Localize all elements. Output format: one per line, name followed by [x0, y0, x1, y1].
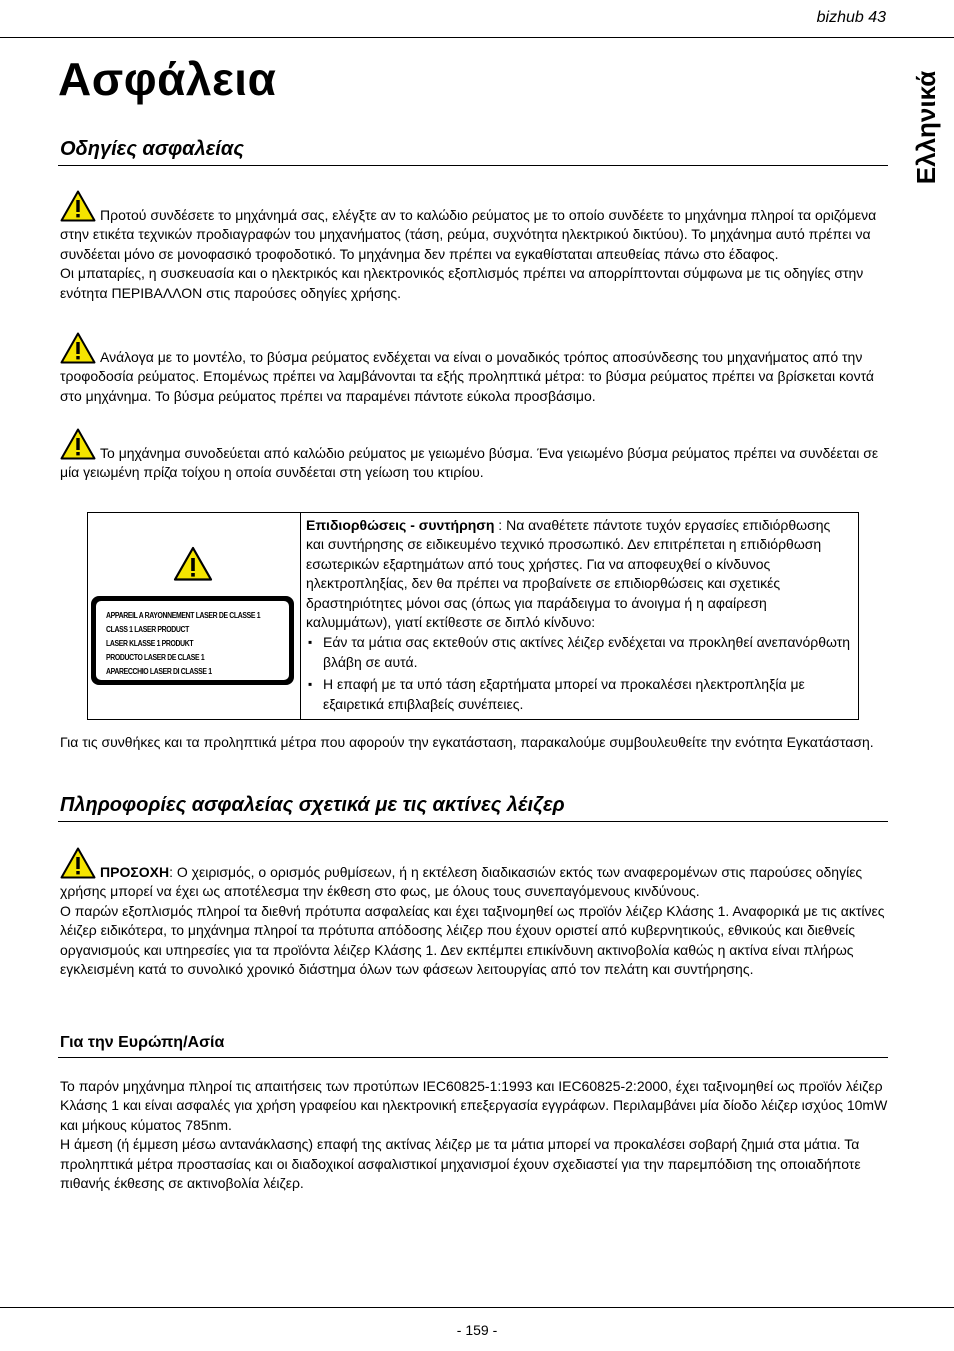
section-rule: [58, 1057, 888, 1058]
warning-triangle-icon: [60, 190, 96, 222]
list-item: ▪ Η επαφή με τα υπό τάση εξαρτήματα μπορεί να προκαλέσει ηλεκτροπληξία με εξαιρετικά επιβλαβείς συνέπειες.: [306, 675, 852, 714]
warning-text-grounded-plug: Το μηχάνημα συνοδεύεται από καλώδιο ρεύματος με γειωμένο βύσμα. Ένα γειωμένο βύσμα ρεύματος πρέπει να συνδέεται σε μία γειωμένη πρίζα τοίχου η οποία συνδέεται στη γείωση του κτιρίου.: [60, 445, 879, 481]
page-number: - 159 -: [456, 1322, 498, 1338]
language-side-tab: [912, 60, 942, 195]
page-title: Ασφάλεια: [58, 53, 277, 105]
footer-rule: [0, 1307, 954, 1308]
list-item: ▪ Εάν τα μάτια σας εκτεθούν στις ακτίνες λέιζερ ενδέχεται να προκληθεί ανεπανόρθωτη βλάβη σε αυτά.: [306, 633, 852, 672]
laser-label-line: LASER KLASSE 1 PRODUKT: [106, 639, 194, 648]
installation-note: Για τις συνθήκες και τα προληπτικά μέτρα που αφορούν την εγκατάσταση, παρακαλούμε συμβουλευθείτε την ενότητα Εγκατάσταση.: [60, 734, 874, 750]
warning-block-plug-disconnect: [60, 332, 888, 406]
laser-label-line: CLASS 1 LASER PRODUCT: [106, 625, 189, 634]
warning-text-plug-disconnect: Ανάλογα με το μοντέλο, το βύσμα ρεύματος ενδέχεται να είναι ο μοναδικός τρόπος αποσύνδεσης του μηχανήματος από την τροφοδοσία ρεύματος. Επομένως πρέπει να λαμβάνονται τα εξής προληπτικά μέτρα: το βύσμα ρεύματος πρέπει να βρίσκεται κοντά στο μηχάνημα. Το βύσμα ρεύματος πρέπει να παραμένει πάντοτε εύκολα προσβάσιμο.: [60, 349, 875, 404]
section-heading-safety-instructions: Οδηγίες ασφαλείας: [60, 138, 244, 160]
europe-asia-paragraph-standards: Το παρόν μηχάνημα πληροί τις απαιτήσεις των προτύπων IEC60825-1:1993 και IEC60825-2:2000, έχει ταξινομηθεί ως προϊόν λέιζερ Κλάσης 1 και είναι ασφαλές για χρήση γραφείου και ηλεκτρονική επεξεργασία εγγράφων. Περιλαμβάνει μία δίοδο λέιζερ ισχύος 10mW και μήκους κύματος 785nm.: [60, 1078, 888, 1133]
laser-label-line: APARECCHIO LASER DI CLASSE 1: [106, 667, 212, 676]
disposal-text: Οι μπαταρίες, η συσκευασία και ο ηλεκτρικός και ηλεκτρονικός εξοπλισμός πρέπει να απορρίπτονται σύμφωνα με τις οδηγίες στην ενότητα ΠΕΡΙΒΑΛΛΟΝ στις παρούσες οδηγίες χρήσης.: [60, 265, 864, 301]
maintenance-text-cell: [301, 513, 858, 719]
warning-block-grounded-plug: [60, 428, 888, 483]
section-rule: [58, 821, 888, 822]
warning-block-power-cable: [60, 190, 888, 303]
header-rule: [0, 37, 954, 38]
laser-caution-block: [60, 847, 888, 979]
laser-class-label: [91, 596, 294, 685]
warning-triangle-icon: [60, 332, 96, 364]
caution-label: ΠΡΟΣΟΧΗ: [100, 864, 170, 880]
warning-text-power-cable: Προτού συνδέσετε το μηχάνημά σας, ελέγξτε αν το καλώδιο ρεύματος με το οποίο συνδέετε το μηχάνημα πληροί τα οριζόμενα στην ετικέτα τεχνικών προδιαγραφών του μηχανήματος (τάση, ρεύμα, συχνότητα ηλεκτρικού δικτύου). Το μηχάνημα αυτό πρέπει να συνδέεται μόνο σε μονοφασικό τροφοδοτικό. Το μηχάνημα δεν πρέπει να εγκαθίσταται απευθείας πάνω στο έδαφος.: [60, 207, 877, 262]
laser-class-paragraph: Ο παρών εξοπλισμός πληροί τα διεθνή πρότυπα ασφαλείας και έχει ταξινομηθεί ως προϊόν λέιζερ Κλάσης 1. Αναφορικά με τις ακτίνες λέιζερ ειδικότερα, το μηχάνημα πληροί τα πρότυπα απόδοσης λέιζερ που έχουν οριστεί από κυβερνητικούς, εθνικούς και διεθνείς οργανισμούς και υπηρεσίες για τα προϊόντα λέιζερ Κλάσης 1. Δεν εκπέμπει επικίνδυνη ακτινοβολία καθώς η ακτίνα είναι πλήρως εγκλεισμένη κατά το συνολικό χρονικό διάστημα όλων των φάσεων λειτουργίας από τον πελάτη και συντήρησης.: [60, 902, 885, 978]
laser-label-line: APPAREIL A RAYONNEMENT LASER DE CLASSE 1: [106, 611, 261, 620]
section-heading-laser-safety: Πληροφορίες ασφαλείας σχετικά με τις ακτίνες λέιζερ: [60, 794, 565, 816]
laser-label-cell: [88, 513, 301, 719]
section-heading-europe-asia: Για την Ευρώπη/Ασία: [60, 1034, 225, 1051]
laser-label-line: PRODUCTO LASER DE CLASE 1: [106, 653, 205, 662]
maintenance-title: Επιδιορθώσεις - συντήρηση: [306, 517, 495, 533]
caution-text: : Ο χειρισμός, ο ορισμός ρυθμίσεων, ή η εκτέλεση διαδικασιών εκτός των αναφερομένων στις παρούσες οδηγίες χρήσης μπορεί να έχει ως αποτέλεσμα την έκθεση στο φως, με όλους τους συνεπαγόμενους κινδύνους.: [60, 864, 863, 900]
europe-asia-paragraph-eye-hazard: Η άμεση (ή έμμεση μέσω αντανάκλασης) επαφή της ακτίνας λέιζερ με τα μάτια μπορεί να προκαλέσει σοβαρή ζημιά στα μάτια. Τα προληπτικά μέτρα προστασίας και οι διαδοχικοί ασφαλιστικοί μηχανισμοί έχουν σχεδιαστεί για την παρεμπόδιση της οποιαδήποτε πιθανής έκθεσης σε ακτινοβολία λέιζερ.: [60, 1136, 861, 1192]
language-side-tab-label: Ελληνικά: [911, 70, 942, 185]
maintenance-text: : Να αναθέτετε πάντοτε τυχόν εργασίες επιδιόρθωσης και συντήρησης σε ειδικευμένο τεχνικό προσωπικό. Δεν επιτρέπεται η επιδιόρθωση εσωτερικών εξαρτημάτων από τους χρήστες. Για να αποφευχθεί ο κίνδυνος ηλεκτροπληξίας, δεν θα πρέπει να προβαίνετε σε επιδιορθώσεις και σχετικές δραστηριότητες μόνοι σας (όπως για παράδειγμα το άνοιγμα ή η αφαίρεση καλυμμάτων), γιατί εκτίθεστε σε διπλό κίνδυνο:: [306, 517, 831, 631]
header-product-name: bizhub 43: [816, 9, 886, 26]
section-rule: [58, 165, 888, 166]
warning-triangle-icon: [60, 428, 96, 460]
warning-triangle-icon: [60, 847, 96, 879]
laser-warning-icon: [173, 546, 213, 582]
europe-asia-block: [60, 1077, 888, 1193]
maintenance-bullet-list: [306, 633, 852, 714]
maintenance-table: [87, 512, 859, 720]
